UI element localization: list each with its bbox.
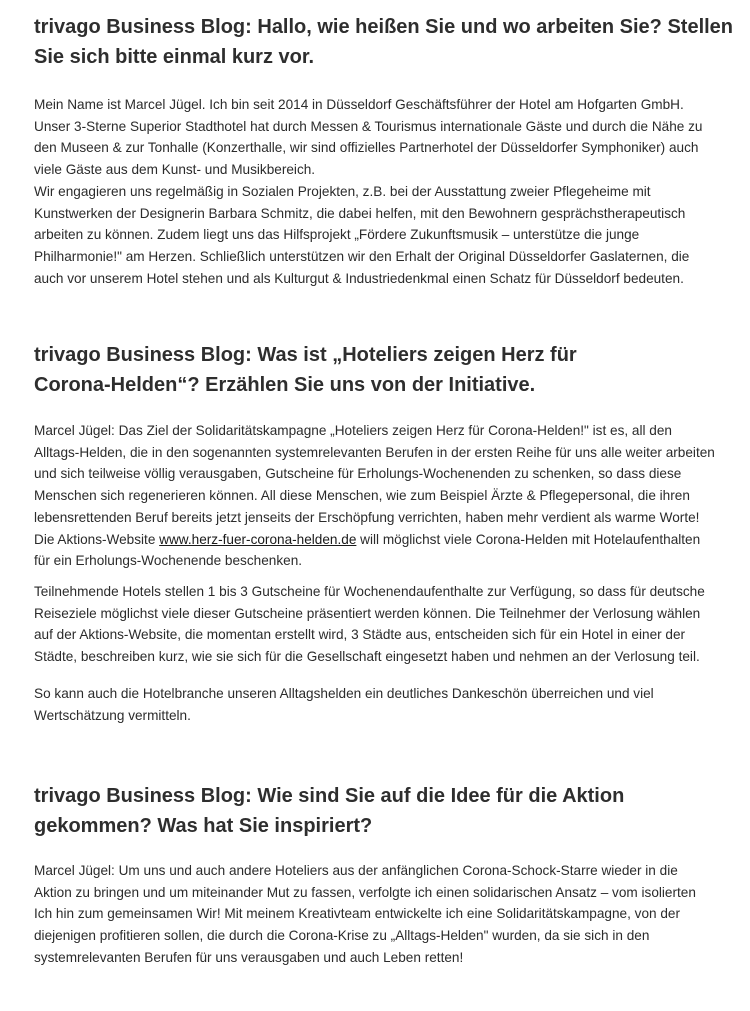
section-heading-introduction: trivago Business Blog: Hallo, wie heißen Sie und wo arbeiten Sie? Stellen Sie sich bitte einmal kurz vor. bbox=[34, 16, 734, 68]
text-line: Marcel Jügel: Das Ziel der Solidaritätskampagne „Hoteliers zeigen Herz für Corona-Helden!" ist es, all den bbox=[34, 423, 672, 438]
campaign-website-link[interactable]: www.herz-fuer-corona-helden.de bbox=[159, 531, 357, 547]
text-line: den Museen & zur Tonhalle (Konzerthalle, wir sind offizielles Partnerhotel der Düsseldorfer Symphoniker) auch bbox=[34, 140, 699, 156]
text-line: für ein Erholungs-Wochenende beschenken. bbox=[34, 553, 303, 569]
text-line: systemrelevanten Berufen für uns verausgaben und auch Leben retten! bbox=[34, 949, 464, 965]
text-line: Unser 3-Sterne Superior Stadthotel hat durch Messen & Tourismus internationale Gäste und durch die Nähe zu bbox=[34, 118, 703, 134]
text-line: Menschen sich regenerieren können. All diese Menschen, wie zum Beispiel Ärzte & Pflegepersonal, die ihren bbox=[34, 488, 690, 504]
text-line: diejenigen profitieren sollen, die durch die Corona-Krise zu „Alltags-Helden" wurden, da sie sich in den bbox=[34, 928, 650, 944]
text-line: Aktion zu bringen und um miteinander Mut zu fassen, verfolgte ich einen solidarischen Ansatz – vom isolierten bbox=[34, 884, 696, 900]
text-line: So kann auch die Hotelbranche unseren Alltagshelden ein deutliches Dankeschön überreichen und viel bbox=[34, 686, 654, 701]
text-line: Marcel Jügel: Um uns und auch andere Hoteliers aus der anfänglichen Corona-Schock-Starre wieder in die bbox=[34, 863, 678, 878]
text-line: viele Gäste aus dem Kunst- und Musikbereich. bbox=[34, 162, 316, 178]
text-line: Mein Name ist Marcel Jügel. Ich bin seit 2014 in Düsseldorf Geschäftsführer der Hotel am Hofgarten GmbH. bbox=[34, 97, 684, 112]
paragraph-initiative-goal bbox=[34, 420, 734, 572]
text-line: auf der Aktions-Website, die momentan erstellt wird, 3 Städte aus, entscheiden sich für ein Hotel in einer der bbox=[34, 627, 686, 643]
text-line: auch vor unserem Hotel stehen und als Kulturgut & Industriedenkmal einen Schatz für Düsseldorf bedeuten. bbox=[34, 270, 684, 286]
text-line: arbeiten zu können. Zudem liegt uns das Hilfsprojekt „Fördere Zukunftsmusik – unterstütze die junge bbox=[34, 227, 640, 243]
text-line: Städte, beschreiben kurz, wie sie sich für die Gesellschaft eingesetzt haben und nehmen an der Verlosung teil. bbox=[34, 649, 700, 665]
paragraph-inspiration bbox=[34, 860, 724, 969]
paragraph-thanks bbox=[34, 683, 724, 726]
paragraph-participating-hotels bbox=[34, 581, 724, 668]
text-line: Die Aktions-Website bbox=[34, 531, 160, 547]
text-line: lebensrettenden Beruf bereits jetzt jenseits der Erschöpfung verrichten, haben mehr verdient als warme Worte! bbox=[34, 509, 700, 525]
text-line: und sich teilweise völlig verausgaben, Gutscheine für Erholungs-Wochenenden zu schenken, so dass diese bbox=[34, 466, 682, 482]
text-line: Alltags-Helden, die in den sogenannten systemrelevanten Berufen in der ersten Reihe für uns alle weiter arbeiten bbox=[34, 444, 715, 460]
text-line: Wir engagieren uns regelmäßig in Sozialen Projekten, z.B. bei der Ausstattung zweier Pflegeheime mit bbox=[34, 183, 651, 199]
text-line: Teilnehmende Hotels stellen 1 bis 3 Gutscheine für Wochenendaufenthalte zur Verfügung, so dass für deutsche bbox=[34, 584, 705, 599]
section-heading-inspiration: trivago Business Blog: Wie sind Sie auf die Idee für die Aktion gekommen? Was hat Sie inspiriert? bbox=[34, 785, 625, 837]
text-line: Kunstwerken der Designerin Barbara Schmitz, die dabei helfen, mit den Bewohnern gesprächstherapeutisch bbox=[34, 205, 686, 221]
text-line: Reiseziele möglichst viele dieser Gutscheine präsentiert werden können. Die Teilnehmer der Verlosung wählen bbox=[34, 605, 701, 621]
text-line: Ich hin zum gemeinsamen Wir! Mit meinem Kreativteam entwickelte ich eine Solidaritätskampagne, von der bbox=[34, 906, 680, 922]
text-line: Wertschätzung vermitteln. bbox=[34, 707, 191, 723]
text-line: Philharmonie!" am Herzen. Schließlich unterstützen wir den Erhalt der Original Düsseldorfer Gaslaternen, die bbox=[34, 248, 690, 264]
paragraph-introduction bbox=[34, 94, 734, 289]
text-line: will möglichst viele Corona-Helden mit Hotelaufenthalten bbox=[356, 531, 701, 547]
section-heading-initiative: trivago Business Blog: Was ist „Hoteliers zeigen Herz für Corona-Helden“? Erzählen Sie uns von der Initiative. bbox=[34, 344, 577, 396]
